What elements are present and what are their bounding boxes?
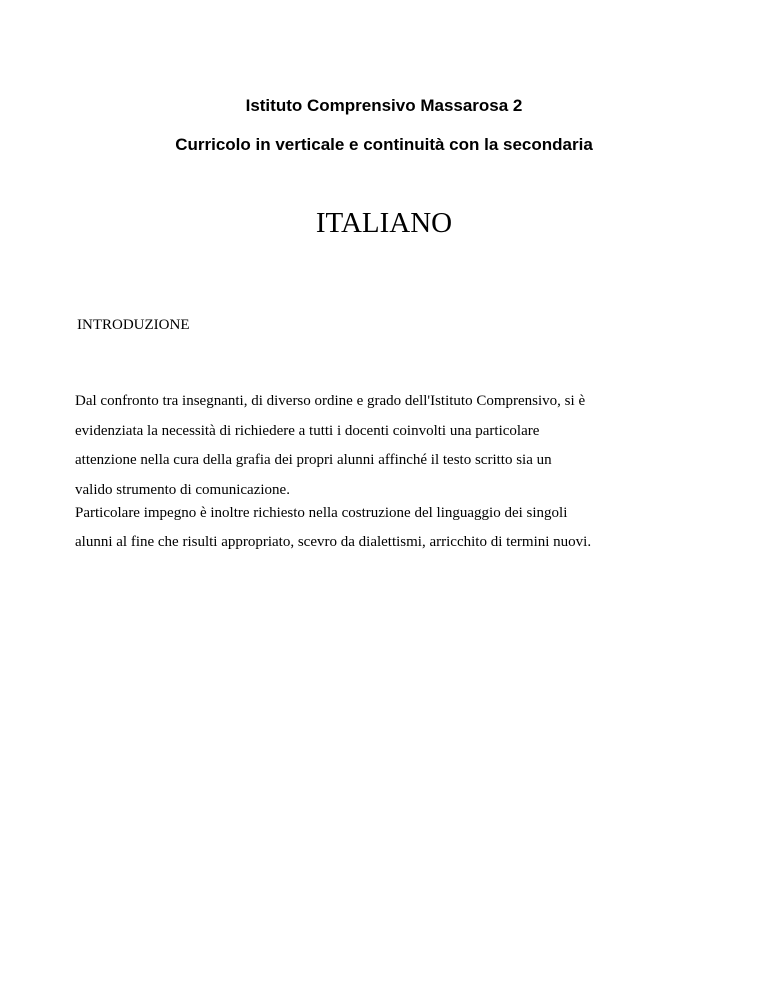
paragraph-line: attenzione nella cura della grafia dei propri alunni affinché il testo scritto sia un	[75, 452, 552, 468]
introduction-paragraph	[75, 387, 715, 558]
curriculum-title: Curricolo in verticale e continuità con la secondaria	[175, 135, 593, 154]
introduction-heading: INTRODUZIONE	[77, 317, 190, 333]
paragraph-line: evidenziata la necessità di richiedere a tutti i docenti coinvolti una particolare	[75, 422, 540, 439]
school-name: Istituto Comprensivo Massarosa 2	[245, 96, 523, 115]
paragraph-line: valido strumento di comunicazione.	[75, 481, 290, 498]
paragraph-line: Dal confronto tra insegnanti, di diverso ordine e grado dell'Istituto Comprensivo, si è	[75, 393, 586, 409]
paragraph-line: alunni al fine che risulti appropriato, scevro da dialettismi, arricchito di termini nuovi.	[75, 534, 592, 550]
paragraph-line: Particolare impegno è inoltre richiesto nella costruzione del linguaggio dei singoli	[75, 504, 568, 521]
subject-title: ITALIANO	[315, 207, 453, 239]
